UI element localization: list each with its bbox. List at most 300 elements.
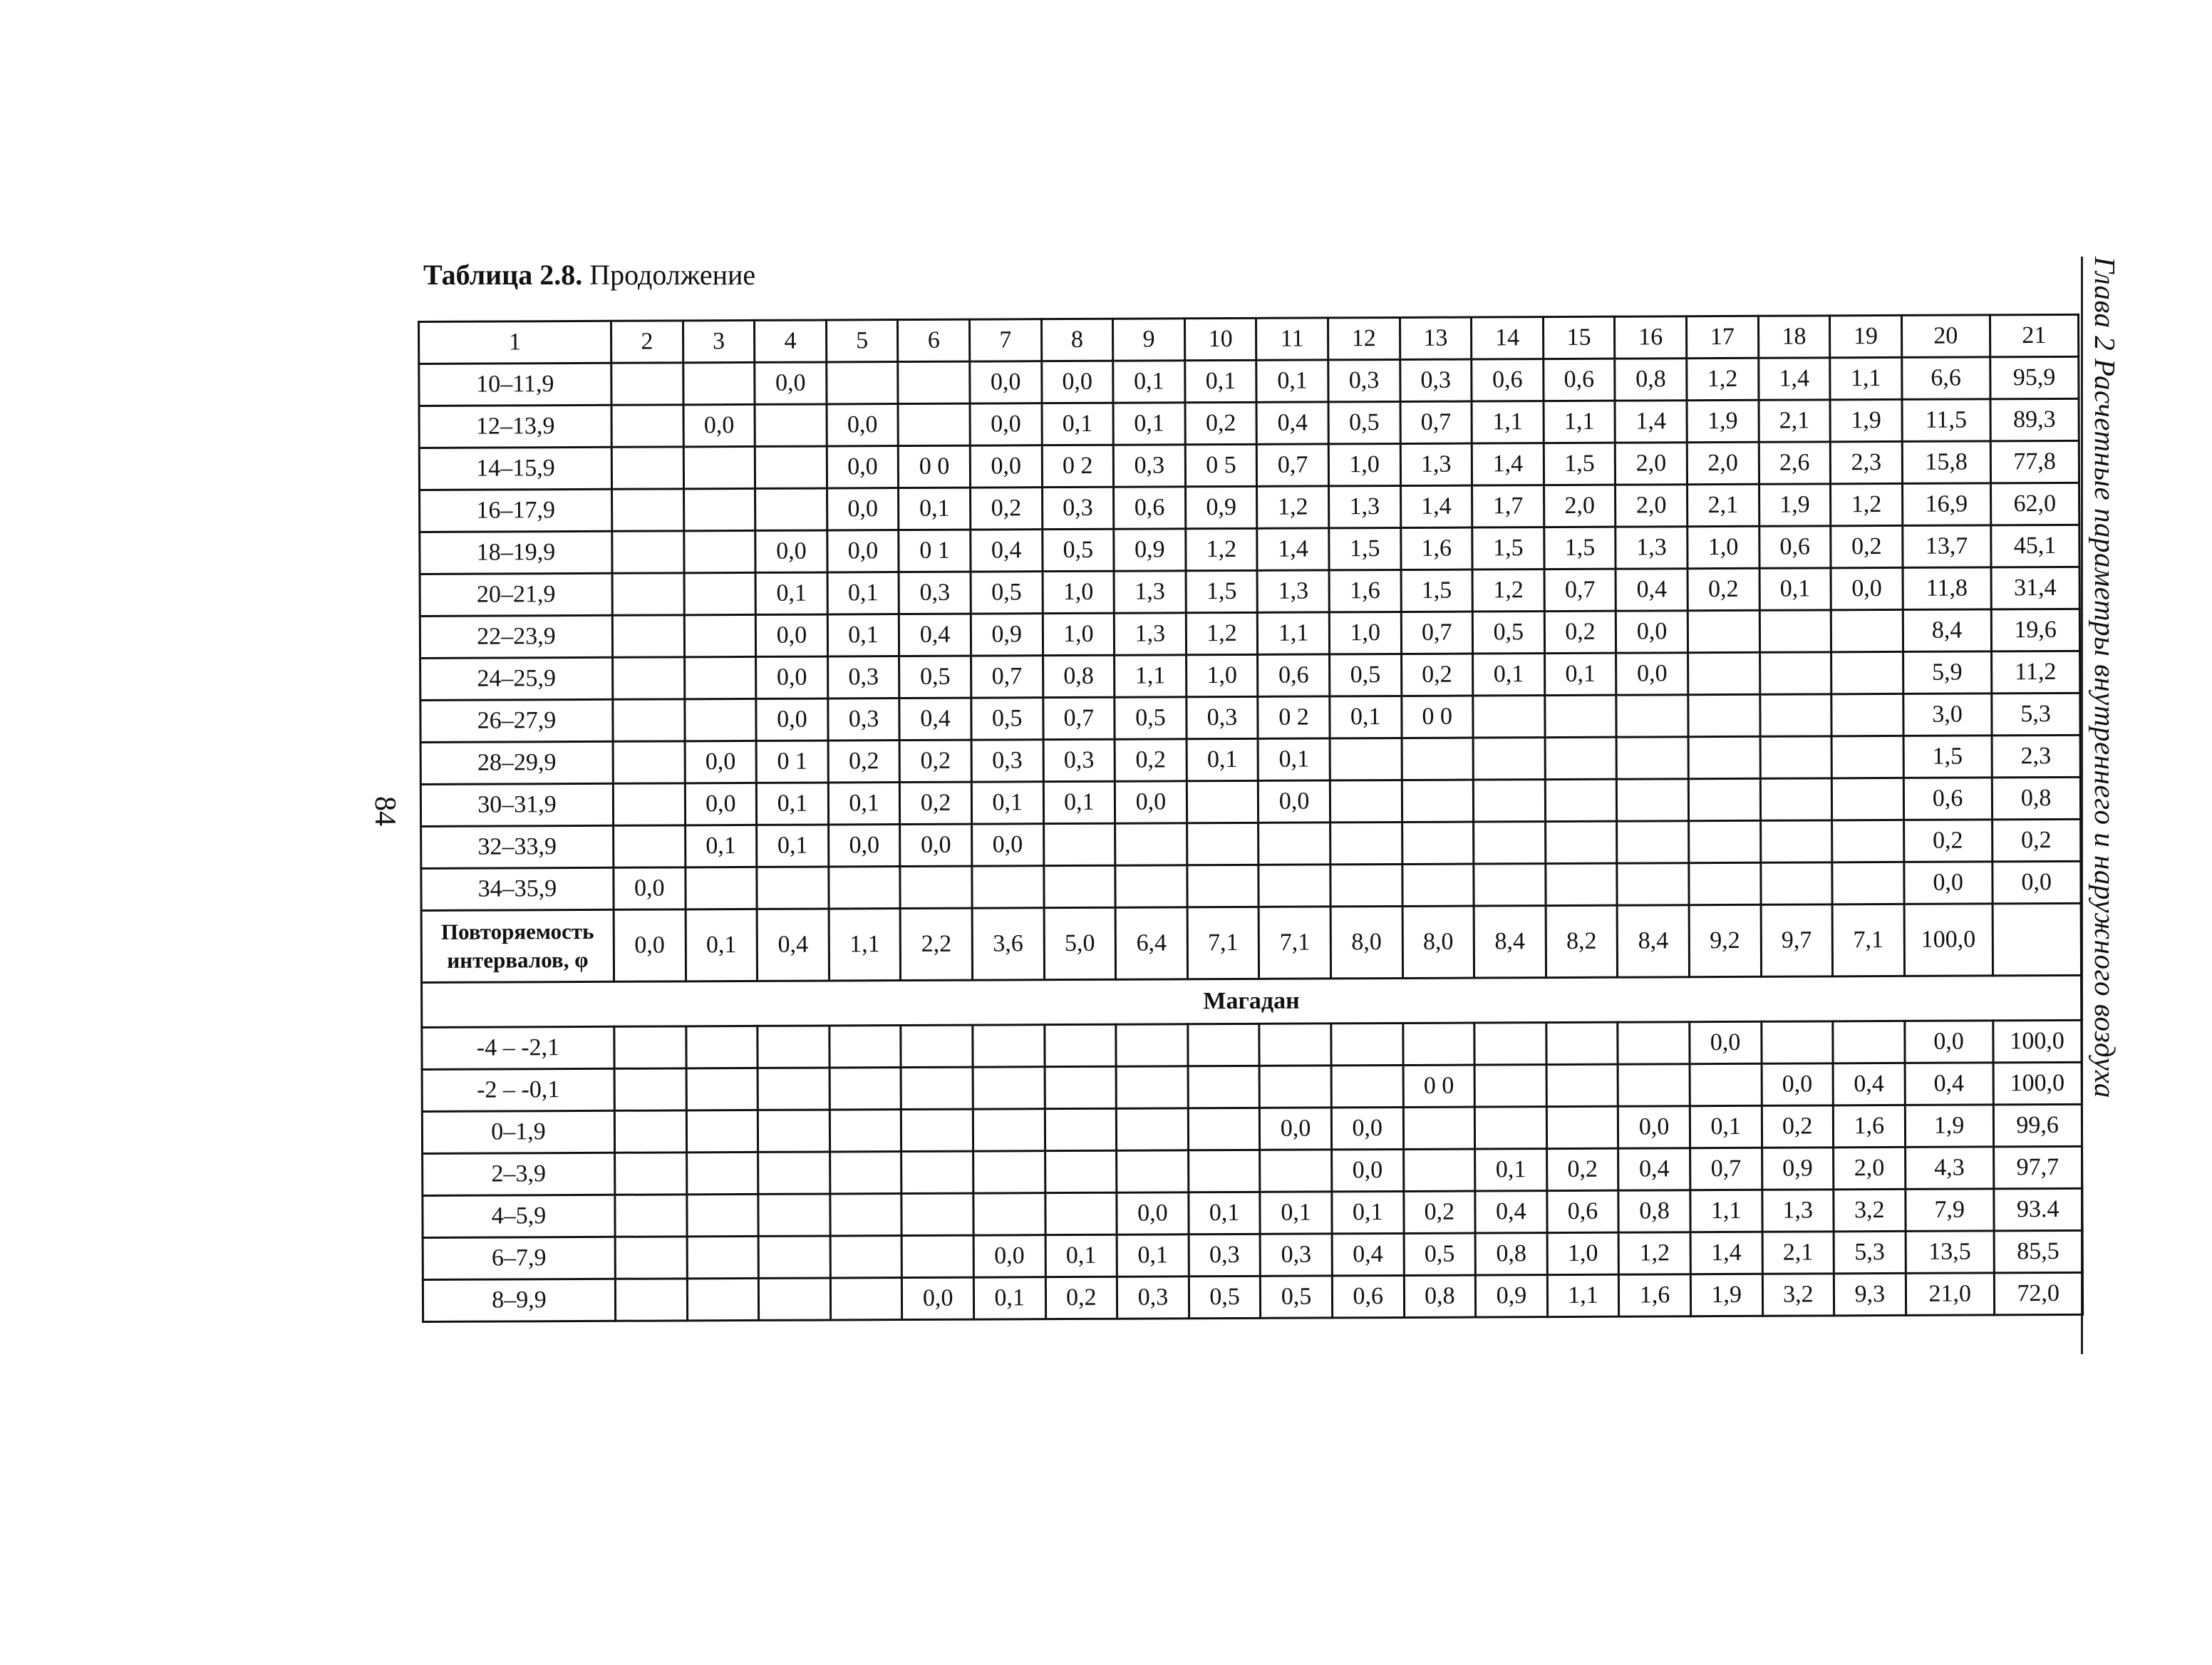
table-cell: 0,9 (1475, 1275, 1547, 1317)
table-row (423, 1146, 2082, 1195)
table-cell (1259, 1066, 1331, 1108)
table-cell (1187, 865, 1259, 907)
header-row (419, 314, 2079, 364)
table-cell: 0,6 (1543, 359, 1615, 401)
table-cell: 2,1 (1762, 1232, 1834, 1274)
table-cell: 2,0 (1834, 1147, 1906, 1189)
table-cell (1832, 862, 1904, 904)
table-cell: 9,3 (1834, 1273, 1906, 1315)
table-cell: 5,3 (1991, 693, 2079, 736)
table-cell (686, 1110, 758, 1152)
table-cell (1187, 823, 1259, 865)
table-cell: 9,7 (1761, 904, 1833, 976)
table-cell (1545, 821, 1617, 863)
table-cell (1116, 1066, 1188, 1108)
table-cell: 0,9 (1762, 1148, 1834, 1190)
table-cell (1474, 822, 1546, 864)
table-cell: 2,0 (1616, 485, 1688, 527)
table-cell (1473, 738, 1545, 780)
table-cell: 1,2 (1831, 483, 1903, 525)
table-cell (755, 404, 827, 446)
table-cell: 0,0 (827, 404, 899, 446)
table-cell (1115, 823, 1187, 865)
table-cell: 0,0 (614, 867, 686, 909)
table-cell: 7,1 (1187, 907, 1259, 979)
table-cell: 1,1 (829, 909, 901, 981)
table-cell (1473, 696, 1545, 738)
table-cell: 0,1 (1113, 361, 1185, 403)
table-cell: 0,4 (1618, 1148, 1690, 1190)
table-cell: 1,6 (1329, 569, 1401, 612)
table-cell: 0,0 (683, 404, 755, 446)
table-cell (1403, 1149, 1475, 1191)
table-cell: 1,3 (1400, 443, 1472, 485)
table-cell (686, 1194, 758, 1236)
table-cell: 2,2 (900, 908, 972, 980)
table-cell: 0,5 (899, 656, 971, 698)
table-cell: 0,1 (1117, 1234, 1189, 1277)
table-cell: 0,0 (900, 824, 972, 866)
table-cell (1688, 778, 1760, 820)
row-label-cell: 12–13,9 (419, 405, 611, 448)
table-cell: 0,0 (1616, 653, 1688, 695)
table-cell: 0,0 (828, 825, 900, 867)
table-cell: 0,1 (1189, 1192, 1261, 1234)
table-cell: 1,4 (1690, 1232, 1762, 1274)
table-cell: 85,5 (1994, 1230, 2082, 1273)
table-cell: 9 (1113, 319, 1185, 361)
caption-text: Продолжение (589, 259, 756, 291)
table-cell (686, 1152, 758, 1194)
table-cell (973, 1193, 1045, 1235)
table-cell: 13 (1400, 317, 1472, 359)
table-cell: 1,2 (1186, 612, 1258, 654)
table-cell: 62,0 (1990, 483, 2079, 525)
table-cell (614, 825, 686, 867)
table-cell (973, 1109, 1045, 1151)
table-cell: 1,4 (1615, 401, 1687, 443)
table-cell (1760, 862, 1832, 904)
table-row (420, 777, 2080, 826)
table-cell: 0,2 (1185, 402, 1257, 444)
table-cell: 100,0 (1993, 1062, 2082, 1105)
table-cell: 2,0 (1616, 443, 1688, 485)
table-cell (615, 1237, 687, 1279)
table-cell: 0,2 (828, 741, 900, 783)
table-cell (901, 1109, 973, 1151)
table-cell: 0,1 (685, 825, 757, 867)
table-cell (686, 1026, 758, 1068)
table-cell: 0,5 (1329, 654, 1401, 696)
table-cell (898, 403, 970, 445)
table-cell (901, 1025, 973, 1067)
table-cell: 0,4 (1256, 402, 1328, 444)
table-row (422, 1104, 2082, 1153)
table-cell: 0,2 (1903, 820, 1992, 862)
table-cell (1116, 1024, 1188, 1066)
table-row (422, 1020, 2082, 1069)
table-row (423, 1230, 2082, 1279)
table-cell: 0,3 (1042, 487, 1114, 529)
table-cell: 0,4 (1905, 1063, 1993, 1105)
table-cell: 0,1 (757, 825, 829, 867)
table-cell: 2,6 (1759, 442, 1831, 484)
table-cell: 1,3 (1257, 570, 1329, 612)
table-cell: 0,0 (970, 445, 1042, 488)
table-cell: 7,9 (1906, 1189, 1994, 1232)
table-cell: 2,1 (1687, 484, 1759, 526)
table-cell (1688, 736, 1760, 778)
table-row (420, 609, 2079, 658)
table-cell: 0,0 (614, 909, 686, 981)
table-cell: 7,1 (1832, 904, 1904, 976)
table-cell: 5,9 (1903, 651, 1991, 694)
table-cell: 0,4 (899, 698, 971, 740)
table-cell (1402, 822, 1474, 864)
table-cell (687, 1236, 759, 1278)
table-cell: 0,0 (902, 1277, 974, 1319)
table-cell: 0,0 (1332, 1149, 1404, 1191)
table-cell: 16 (1615, 316, 1687, 359)
table-cell: 0,0 (827, 488, 899, 530)
table-cell (755, 488, 827, 530)
table-cell: 0,1 (1473, 654, 1545, 696)
table-row (419, 440, 2079, 490)
table-cell: 0,6 (1114, 487, 1186, 529)
table-cell: 1,6 (1400, 527, 1472, 569)
row-label-cell: 2–3,9 (423, 1153, 615, 1195)
table-cell: 0,2 (899, 740, 971, 782)
table-cell: 0,1 (1045, 1234, 1117, 1277)
table-cell: 0,6 (1258, 654, 1330, 696)
table-cell (758, 1236, 830, 1278)
table-cell (684, 699, 756, 741)
table-cell: 0,4 (1475, 1191, 1547, 1233)
table-cell (1617, 779, 1689, 821)
table-cell (1760, 820, 1832, 862)
table-cell: 19 (1830, 315, 1902, 357)
table-cell (1616, 737, 1688, 779)
table-cell: 93.4 (1994, 1188, 2082, 1231)
table-cell (1833, 1021, 1905, 1063)
table-cell (1546, 1106, 1618, 1148)
row-label-cell: Повторяемость интервалов, φ (421, 909, 614, 982)
table-cell: 0,1 (686, 909, 758, 981)
table-cell: 1,4 (1472, 443, 1544, 485)
table-cell (1618, 1022, 1690, 1064)
table-cell (1331, 1023, 1403, 1065)
table-row (422, 1062, 2082, 1111)
table-cell: 5 (826, 320, 898, 362)
table-cell: 0,2 (1831, 525, 1903, 567)
row-label-cell: 30–31,9 (420, 783, 613, 826)
table-cell: 0 2 (1042, 445, 1114, 487)
table-cell (827, 362, 899, 404)
table-cell: 1,9 (1687, 400, 1759, 442)
table-cell: 6,6 (1901, 357, 1990, 400)
table-cell: 0,0 (755, 530, 827, 572)
table-cell: 0,1 (971, 782, 1043, 824)
table-cell: 3,0 (1903, 694, 1991, 736)
table-cell: 2 (611, 321, 683, 363)
table-cell: 0,3 (828, 699, 900, 741)
row-label-cell: 32–33,9 (421, 825, 614, 868)
table-cell: 0,0 (1041, 361, 1113, 403)
table-cell (901, 1151, 973, 1193)
table-cell: 0,0 (970, 403, 1042, 445)
table-cell (1832, 820, 1904, 862)
table-cell: 1,3 (1762, 1190, 1834, 1232)
table-cell: 0,2 (1403, 1191, 1475, 1233)
table-cell: 0,3 (1328, 359, 1400, 401)
table-cell: 11,2 (1991, 651, 2079, 694)
table-cell: 1,0 (1328, 443, 1400, 485)
table-cell (1259, 823, 1330, 865)
table-cell (683, 488, 755, 530)
table-cell (1402, 1023, 1474, 1065)
table-cell: 0,1 (827, 614, 899, 656)
table-cell (612, 615, 684, 657)
table-cell (685, 867, 757, 909)
table-cell: 1,0 (1547, 1232, 1619, 1274)
table-cell: 11,5 (1902, 399, 1990, 442)
table-cell: 0,5 (1261, 1276, 1333, 1318)
row-label-cell: 26–27,9 (420, 699, 613, 742)
table-cell: 0,0 (1904, 862, 1993, 904)
table-cell (611, 447, 683, 489)
table-cell: 0,2 (1688, 568, 1759, 610)
table-cell (612, 573, 684, 615)
table-cell (615, 1195, 687, 1237)
table-cell: 1,2 (1687, 358, 1759, 400)
table-cell: 0,4 (1833, 1063, 1905, 1105)
table-cell: 8,4 (1617, 905, 1689, 977)
table-cell: 2,0 (1544, 485, 1616, 527)
table-cell (830, 1026, 901, 1068)
table-cell (973, 1067, 1045, 1109)
table-cell: 1,3 (1328, 485, 1400, 527)
table-cell (611, 363, 683, 405)
table-cell (1617, 863, 1689, 905)
table-cell (1545, 695, 1617, 737)
row-label-cell: 10–11,9 (419, 363, 611, 406)
table-cell (1759, 694, 1831, 736)
table-cell: 0,0 (1762, 1063, 1834, 1105)
table-cell (1545, 779, 1617, 821)
table-cell (1330, 864, 1402, 906)
table-cell (1045, 1192, 1117, 1234)
table-cell (1546, 863, 1618, 905)
table-cell: 0,1 (899, 488, 971, 530)
table-cell (1688, 820, 1760, 862)
table-cell: 0,0 (1117, 1192, 1189, 1234)
table-cell: 1,9 (1830, 399, 1902, 441)
row-label-cell: 8–9,9 (423, 1279, 615, 1321)
table-cell: 0,8 (1992, 777, 2080, 820)
section-title: Магадан (422, 975, 2082, 1027)
table-cell (1474, 1107, 1546, 1149)
table-cell: 0,3 (1189, 1234, 1261, 1276)
table-cell: 0,7 (971, 656, 1043, 698)
table-cell: 9,2 (1689, 904, 1761, 976)
table-cell (686, 1068, 758, 1110)
table-cell: 8,2 (1546, 905, 1618, 977)
table-cell: 8,4 (1474, 906, 1546, 978)
table-cell: 0,2 (1115, 739, 1187, 781)
table-cell (1259, 1024, 1331, 1066)
table-cell: 0,1 (1258, 738, 1330, 780)
table-cell (614, 1026, 686, 1068)
table-cell (1689, 862, 1761, 904)
table-cell: 1,3 (1114, 571, 1186, 613)
table-cell: 1,2 (1618, 1232, 1690, 1274)
table-cell (1993, 903, 2081, 976)
table-cell: 100,0 (1904, 904, 1993, 976)
table-cell: 0,3 (1043, 739, 1115, 781)
table-cell (1259, 865, 1330, 907)
table-cell: 1,4 (1400, 485, 1472, 527)
table-cell: 0,2 (1992, 819, 2080, 862)
table-cell: 0,0 (755, 614, 827, 656)
table-cell: 0,1 (1187, 738, 1259, 780)
table-cell (901, 1193, 973, 1235)
table-cell: 0,2 (1546, 1148, 1618, 1190)
table-cell: 1,1 (1472, 401, 1544, 443)
table-cell: 0,8 (1404, 1275, 1476, 1317)
table-cell (615, 1279, 687, 1321)
table-cell (1115, 865, 1187, 907)
table-cell: 0,1 (973, 1277, 1045, 1319)
table-cell (1117, 1150, 1189, 1192)
table-cell (1831, 694, 1903, 736)
table-cell (613, 783, 685, 825)
table-row (419, 398, 2079, 448)
table-cell: 0,5 (1404, 1233, 1476, 1275)
table-cell: 2,0 (1687, 442, 1759, 484)
table-cell: 1,0 (1043, 571, 1115, 613)
table-cell: 0,3 (1113, 445, 1185, 487)
table-cell: 1,9 (1759, 484, 1831, 526)
table-cell: 0,7 (1544, 569, 1616, 611)
running-head: Глава 2 Расчетные параметры внутреннего и наружного воздуха (2089, 257, 2121, 1098)
table-cell: 0,4 (899, 614, 971, 656)
table-cell: 15,8 (1902, 441, 1990, 484)
table-cell (1403, 1107, 1475, 1149)
table-cell: 0,0 (1115, 781, 1187, 823)
table-cell: 95,9 (1990, 356, 2078, 399)
table-cell: 0,9 (971, 614, 1043, 656)
table-cell: 0,0 (827, 446, 899, 488)
table-caption (423, 258, 755, 292)
row-label-cell: 28–29,9 (420, 741, 613, 784)
table-cell (683, 362, 755, 404)
table-cell (830, 1152, 901, 1194)
table-cell (613, 741, 685, 783)
row-label-cell: 22–23,9 (420, 615, 612, 658)
table-cell (1474, 1023, 1546, 1065)
table-cell (1330, 738, 1402, 780)
table-cell: 2,1 (1759, 400, 1831, 442)
table-cell (1831, 609, 1903, 651)
table-cell: 99,6 (1993, 1104, 2082, 1147)
row-label-cell: -2 – -0,1 (422, 1068, 614, 1111)
row-label-cell: 14–15,9 (419, 447, 611, 490)
table-cell (1045, 1108, 1117, 1150)
table-cell (755, 446, 827, 488)
table-cell: 0,0 (755, 362, 827, 404)
table-cell: 0,1 (757, 783, 829, 825)
table-cell: 14 (1472, 317, 1544, 359)
table-cell: 0,0 (685, 783, 757, 825)
table-cell: 1,0 (1186, 654, 1258, 696)
table-cell: 0,3 (1260, 1234, 1332, 1276)
data-table-body (419, 314, 2083, 1321)
table-cell: 1,1 (1115, 655, 1187, 697)
table-cell (1260, 1150, 1332, 1192)
table-cell: 0,8 (1615, 359, 1687, 401)
recurrence-row (421, 903, 2081, 982)
table-cell: 0,1 (1113, 403, 1185, 445)
table-cell: 13,7 (1902, 525, 1990, 568)
table-cell: 0,3 (827, 656, 899, 699)
table-cell: 0,9 (1185, 486, 1257, 528)
table-cell: 0 5 (1185, 444, 1257, 486)
table-cell: 1,5 (1401, 569, 1473, 612)
table-cell: 1,1 (1547, 1274, 1619, 1316)
table-cell (1402, 780, 1474, 822)
table-cell (1044, 1024, 1116, 1066)
row-label-cell: 0–1,9 (422, 1110, 614, 1153)
table-cell: 20 (1901, 315, 1990, 358)
table-cell: 16,9 (1902, 483, 1990, 526)
table-row (420, 651, 2080, 700)
table-cell: 1,2 (1186, 528, 1258, 570)
table-cell (972, 866, 1044, 908)
table-cell: 0,0 (972, 824, 1044, 866)
table-cell (1688, 652, 1759, 694)
table-cell (1043, 823, 1115, 865)
table-cell (1473, 780, 1545, 822)
table-cell: 0,7 (1257, 444, 1329, 486)
table-cell (1116, 1108, 1188, 1150)
table-cell: 5,3 (1834, 1231, 1906, 1273)
table-cell: 0 2 (1258, 696, 1330, 738)
table-cell (1831, 778, 1903, 820)
table-cell: 0,0 (1616, 611, 1688, 653)
table-cell: 0,5 (1472, 612, 1544, 654)
table-cell (613, 699, 685, 741)
table-cell: 0,0 (756, 699, 828, 741)
table-row (419, 356, 2079, 406)
table-cell: 1,1 (1544, 401, 1616, 443)
table-cell: 0,1 (1690, 1105, 1762, 1148)
table-cell: 0,2 (900, 782, 972, 824)
row-label-cell: 34–35,9 (421, 867, 614, 910)
table-cell: 0,1 (1256, 360, 1328, 402)
table-cell: 97,7 (1993, 1146, 2082, 1189)
table-cell (1330, 822, 1402, 864)
table-cell: 1,3 (1114, 613, 1186, 655)
table-cell (1545, 737, 1617, 779)
table-cell (1759, 610, 1831, 652)
row-label-cell: 18–19,9 (420, 531, 612, 574)
table-cell (900, 866, 972, 908)
table-cell (684, 572, 756, 614)
table-cell: 45,1 (1990, 525, 2079, 567)
table-cell: 0,4 (757, 909, 829, 981)
table-cell: 0,0 (1690, 1021, 1762, 1063)
table-cell (1616, 695, 1688, 737)
